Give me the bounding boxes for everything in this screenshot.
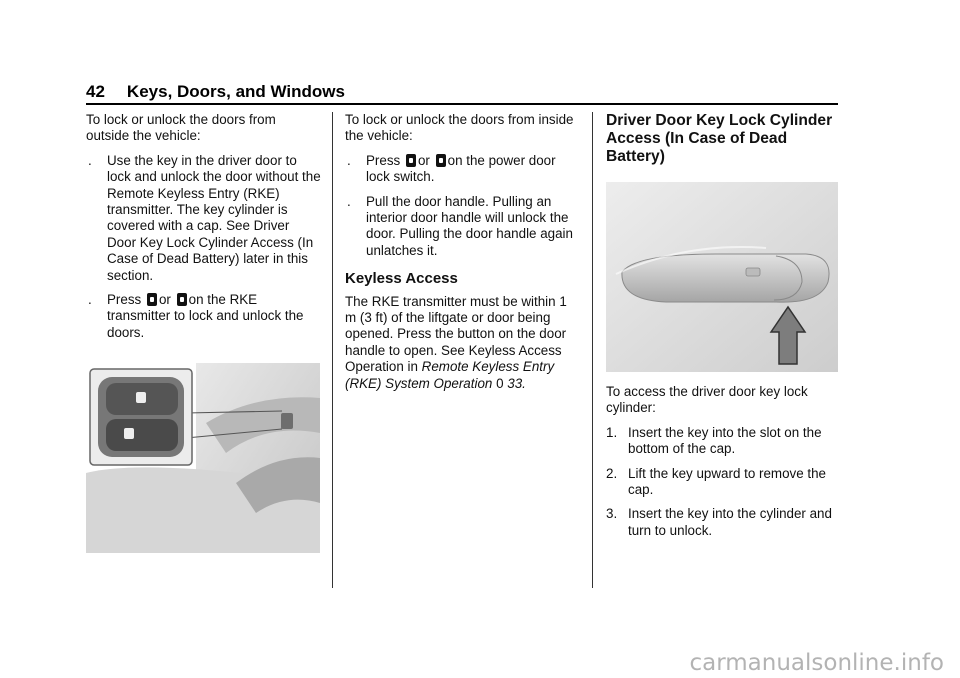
step-number: 3. — [606, 506, 618, 522]
step-number: 1. — [606, 424, 618, 440]
section-title: Keys, Doors, and Windows — [126, 82, 345, 101]
key-lock-cylinder-heading: Driver Door Key Lock Cylinder Access (In Case of Dead Battery) — [606, 112, 833, 165]
lock-icon — [147, 293, 157, 306]
or-text: or — [158, 292, 171, 308]
bullet-mark: . — [347, 193, 351, 209]
bullet-text: Use the key in the driver door to lock and unlock the door without the Remote Keyless Entry (RKE) transmitter. The key cylinder is covered with a cap. See Driver Door Key Lock Cylinder Access (In Case of Dead Battery) later in this section. — [107, 152, 321, 283]
rke-text: on the RKE transmitter to lock and unlock the doors. — [107, 292, 304, 340]
bullet-text: Pull the door handle. Pulling an interior door handle will unlock the door. Pulling the door handle again unlatches it. — [366, 193, 573, 258]
step-text: Insert the key into the slot on the bottom of the cap. — [628, 424, 822, 457]
column-divider — [332, 112, 333, 588]
column-2 — [345, 112, 581, 400]
step-text: Lift the key upward to remove the cap. — [628, 465, 826, 498]
bullet-mark: . — [347, 152, 351, 168]
inside-intro: To lock or unlock the doors from inside the vehicle: — [345, 112, 574, 144]
cylinder-steps — [606, 425, 840, 539]
power-lock-text: on the power door lock switch. — [366, 152, 556, 185]
door-lock-switch-illustration — [86, 363, 320, 553]
keyless-access-heading: Keyless Access — [345, 270, 458, 288]
page-ref-number[interactable]: 33. — [507, 375, 526, 391]
page-header — [86, 82, 838, 102]
lock-icon — [406, 154, 416, 167]
watermark: carmanualsonline.info — [689, 650, 944, 676]
page-number: 42 — [86, 82, 105, 101]
bullet-door-handle — [345, 194, 581, 260]
door-handle-illustration — [606, 182, 838, 372]
column-3 — [606, 112, 840, 547]
press-text: Press — [366, 152, 401, 168]
unlock-icon — [436, 154, 446, 167]
bullet-mark: . — [88, 152, 92, 168]
column-1 — [86, 112, 322, 553]
cylinder-intro: To access the driver door key lock cylinder: — [606, 384, 808, 416]
header-rule — [86, 103, 838, 105]
column-divider — [592, 112, 593, 588]
step-item — [606, 466, 840, 499]
rke-reference-link[interactable]: Remote Keyless Entry (RKE) System Operation — [345, 359, 555, 391]
keyless-text: The RKE transmitter must be within 1 m (3 ft) of the liftgate or door being opened. Press the button on the door handle to open. See Keyless Access Operation in — [345, 293, 567, 375]
step-number: 2. — [606, 465, 618, 481]
step-text: Insert the key into the cylinder and turn to unlock. — [628, 506, 832, 538]
outside-intro: To lock or unlock the doors from outside the vehicle: — [86, 112, 276, 144]
press-text: Press — [107, 292, 142, 308]
or-text: or — [417, 152, 430, 168]
bullet-key — [86, 153, 322, 284]
step-item — [606, 425, 840, 458]
keyless-access-paragraph — [345, 294, 581, 392]
step-item — [606, 506, 840, 539]
bullet-rke — [86, 292, 322, 341]
bullet-power-lock — [345, 153, 581, 186]
bullet-mark: . — [88, 292, 92, 308]
unlock-icon — [177, 293, 187, 306]
page-ref-arrow: 0 — [496, 375, 504, 391]
